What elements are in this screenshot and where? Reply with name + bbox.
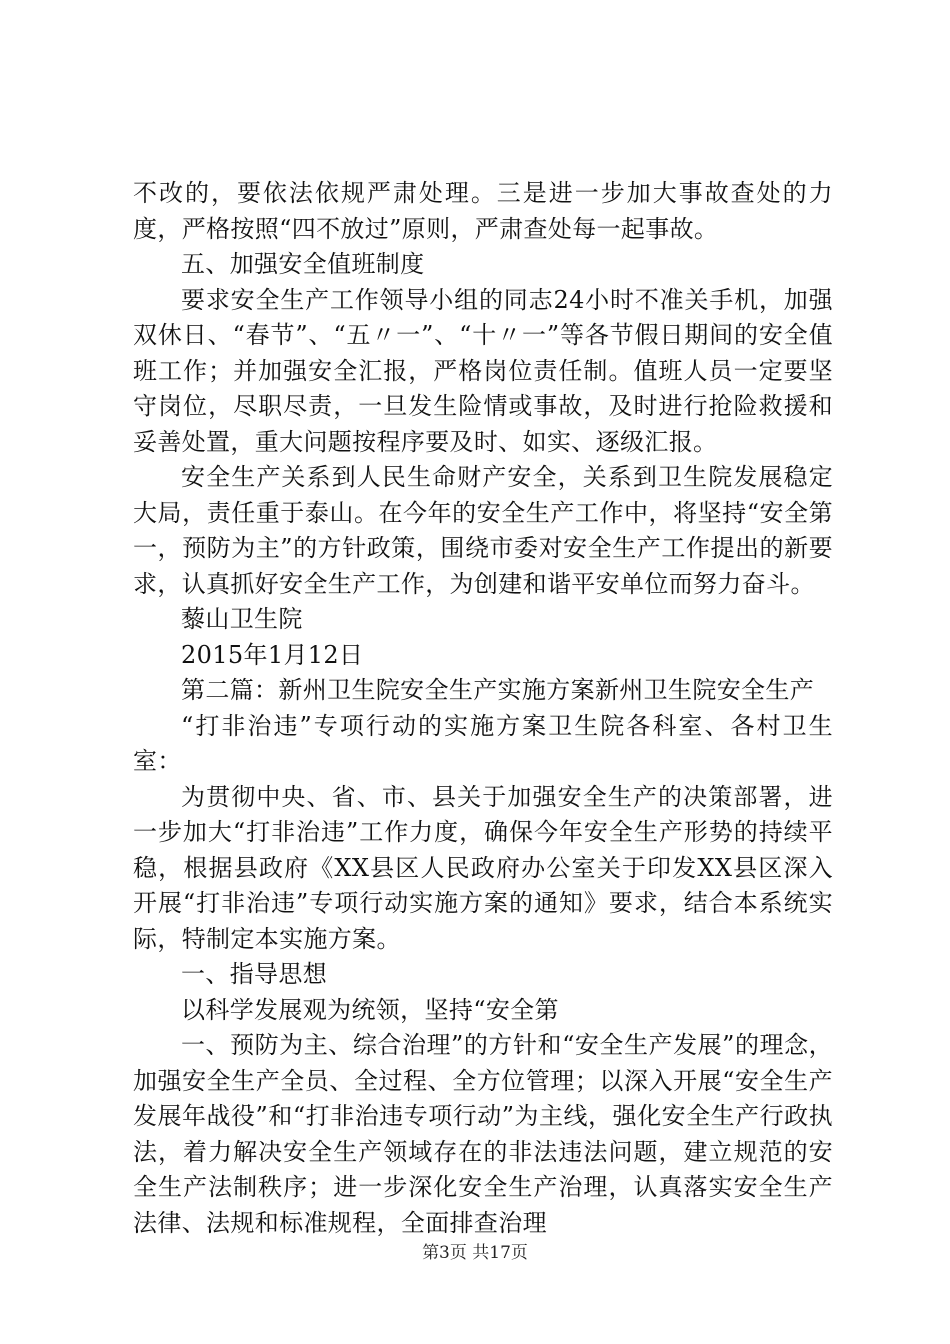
paragraph: 要求安全生产工作领导小组的同志24小时不准关手机，加强双休日、“春节”、“五〃一”、“十〃一”等各节假日期间的安全值班工作；并加强安全汇报，严格岗位责任制。值班人员一定要坚守岗位，尽职尽责，一旦发生险情或事故，及时进行抢险救援和妥善处置，重大问题按程序要及时、如实、逐级汇报。 xyxy=(133,285,833,456)
paragraph: 安全生产关系到人民生命财产安全，关系到卫生院发展稳定大局，责任重于泰山。在今年的安全生产工作中，将坚持“安全第一，预防为主”的方针政策，围绕市委对安全生产工作提出的新要求，认真抓好安全生产工作，为创建和谐平安单位而努力奋斗。 xyxy=(133,463,833,598)
paragraph: “打非治违”专项行动的实施方案卫生院各科室、各村卫生室： xyxy=(133,711,833,775)
paragraph: 为贯彻中央、省、市、县关于加强安全生产的决策部署，进一步加大“打非治违”工作力度，确保今年安全生产形势的持续平稳，根据县政府《XX县区人民政府办公室关于印发XX县区深入开展“打非治违”专项行动实施方案的通知》要求，结合本系统实际，特制定本实施方案。 xyxy=(133,782,833,953)
document-body xyxy=(133,176,833,1241)
page-number-footer: 第3页 共17页 xyxy=(422,1243,528,1263)
chapter-title: 第二篇：新州卫生院安全生产实施方案新州卫生院安全生产 xyxy=(181,676,815,704)
paragraph: 一、预防为主、综合治理”的方针和“安全生产发展”的理念，加强安全生产全员、全过程、全方位管理；以深入开展“安全生产发展年战役”和“打非治违专项行动”为主线，强化安全生产行政执法，着力解决安全生产领域存在的非法违法问题，建立规范的安全生产法制秩序；进一步深化安全生产治理，认真落实安全生产法律、法规和标准规程，全面排查治理 xyxy=(133,1031,833,1237)
signature-date: 2015年1月12日 xyxy=(181,640,364,669)
paragraph: 不改的，要依法依规严肃处理。三是进一步加大事故查处的力度，严格按照“四不放过”原则，严肃查处每一起事故。 xyxy=(133,179,833,243)
section-heading: 一、指导思想 xyxy=(181,960,328,988)
paragraph: 以科学发展观为统领，坚持“安全第 xyxy=(181,995,559,1024)
signature-organization: 藜山卫生院 xyxy=(181,605,303,633)
section-heading: 五、加强安全值班制度 xyxy=(181,250,425,278)
